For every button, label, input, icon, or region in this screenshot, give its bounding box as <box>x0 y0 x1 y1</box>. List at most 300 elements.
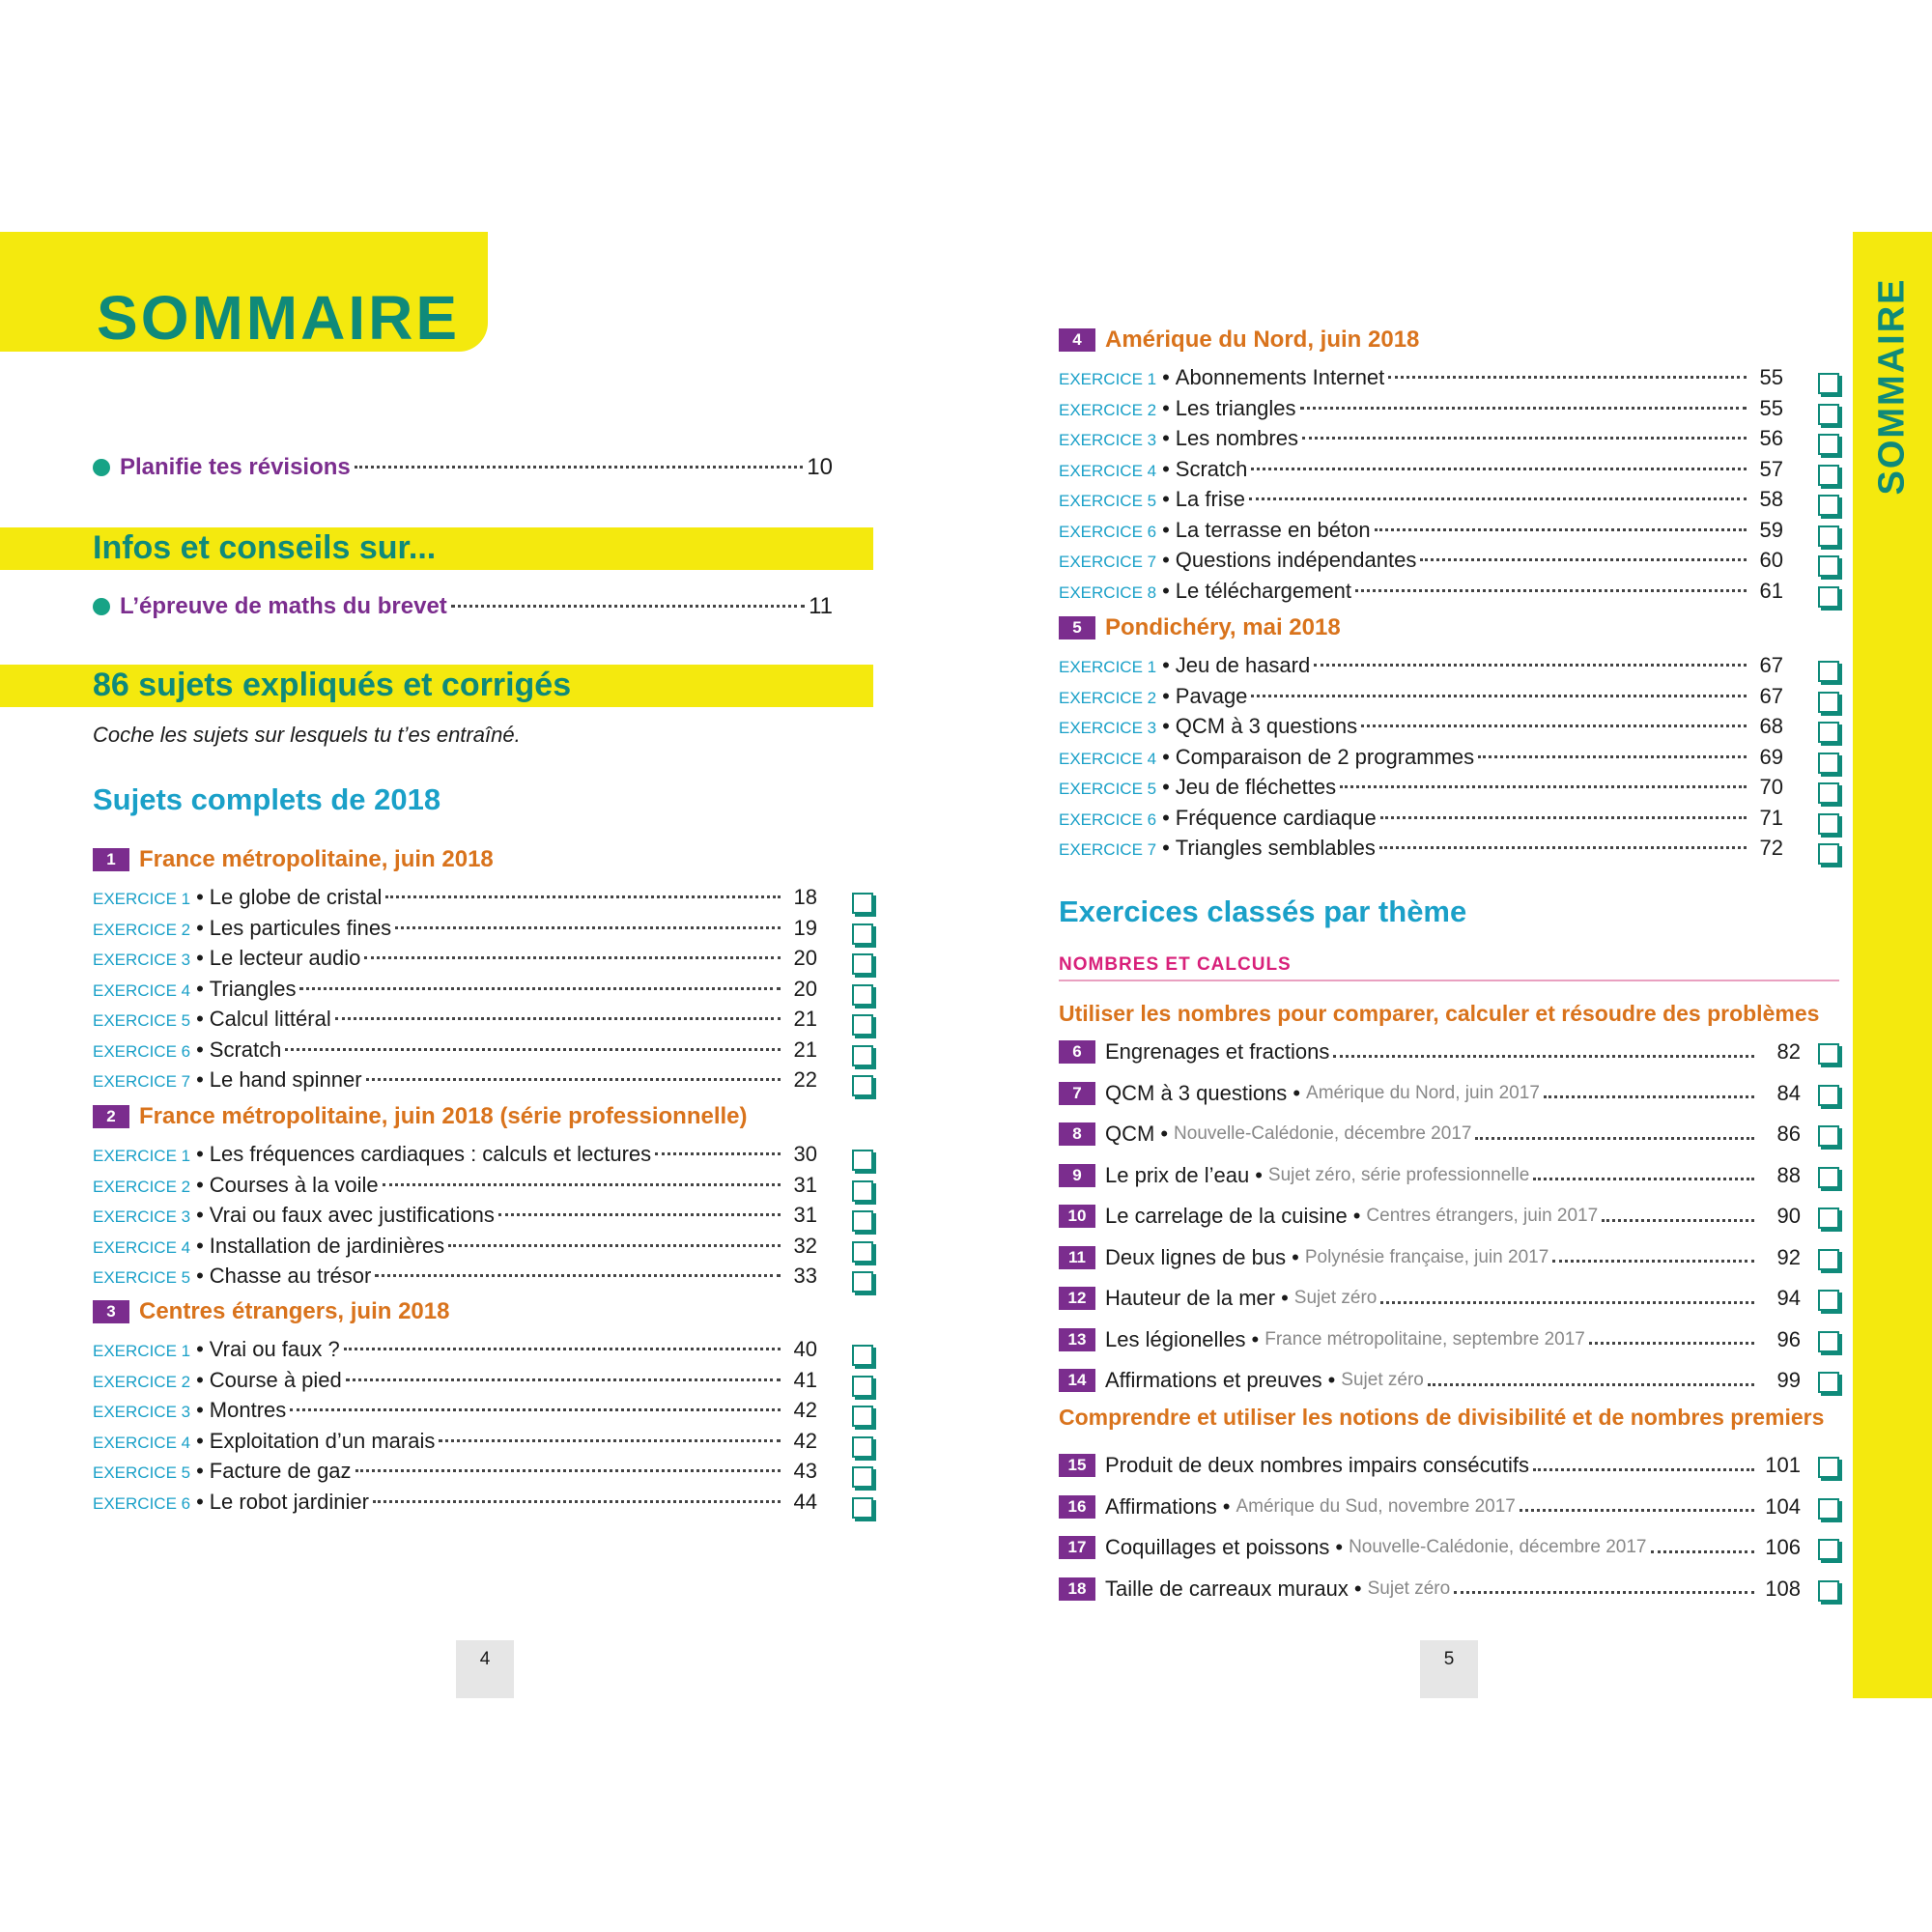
infos-title: Infos et conseils sur... <box>93 529 437 566</box>
bullet-separator: • <box>1335 1535 1344 1559</box>
sujets-title: 86 sujets expliqués et corrigés <box>93 667 572 703</box>
exercise-row[interactable] <box>93 1459 817 1489</box>
subsection-2: Comprendre et utiliser les notions de divisibilité et de nombres premiers <box>1059 1405 1825 1430</box>
exercise-page: 71 <box>1759 805 1783 830</box>
item-title: Le carrelage de la cuisine <box>1105 1204 1348 1228</box>
checkbox-icon[interactable] <box>852 1436 873 1458</box>
group-title: Pondichéry, mai 2018 <box>1105 614 1341 640</box>
bullet-separator: • <box>1162 517 1170 542</box>
exercise-row[interactable] <box>93 1007 817 1037</box>
bullet-separator: • <box>196 1037 204 1062</box>
exercise-page: 42 <box>793 1428 817 1453</box>
side-tab-label-wrap <box>1853 232 1932 522</box>
bullet-icon <box>93 598 110 615</box>
exercise-page: 41 <box>793 1367 817 1392</box>
item-number-badge: 18 <box>1059 1577 1095 1601</box>
item-page: 84 <box>1776 1080 1801 1105</box>
item-source: Sujet zéro <box>1367 1577 1451 1599</box>
bullet-separator: • <box>196 1367 204 1392</box>
dot-leader <box>299 987 781 990</box>
exercise-row[interactable] <box>93 1490 817 1520</box>
item-source: Polynésie française, juin 2017 <box>1304 1246 1549 1267</box>
group-heading <box>93 1298 449 1325</box>
checkbox-icon[interactable] <box>852 1345 873 1366</box>
checkbox-icon[interactable] <box>1818 1290 1839 1311</box>
exercise-row[interactable] <box>1059 745 1783 775</box>
bullet-icon <box>93 459 110 476</box>
dot-leader <box>448 1244 781 1247</box>
exercise-row[interactable] <box>93 1037 817 1067</box>
theme-row[interactable] <box>1059 1325 1801 1354</box>
bullet-separator: • <box>1162 395 1170 420</box>
item-page: 82 <box>1776 1039 1801 1064</box>
group-title: France métropolitaine, juin 2018 (série professionnelle) <box>139 1103 748 1129</box>
dot-leader <box>375 1274 781 1277</box>
item-page: 108 <box>1765 1576 1801 1601</box>
exercise-row[interactable] <box>1059 684 1783 714</box>
checkbox-icon[interactable] <box>852 984 873 1006</box>
exercise-row[interactable] <box>1059 457 1783 487</box>
checkbox-icon[interactable] <box>1818 1580 1839 1602</box>
bullet-separator: • <box>196 915 204 940</box>
bullet-separator: • <box>1162 365 1170 389</box>
exercise-row[interactable] <box>93 1429 817 1459</box>
bullet-separator: • <box>196 1428 204 1453</box>
dot-leader <box>335 1017 781 1020</box>
checkbox-icon[interactable] <box>1818 1208 1839 1229</box>
dot-leader <box>1380 816 1747 819</box>
item-number-badge: 13 <box>1059 1328 1095 1351</box>
item-source: France métropolitaine, septembre 2017 <box>1264 1328 1585 1350</box>
planifie-entry[interactable] <box>93 454 833 481</box>
dot-leader <box>1454 1591 1754 1594</box>
dot-leader <box>383 1183 781 1186</box>
exercise-code: EXERCICE 6 <box>93 1493 191 1513</box>
exercise-code: EXERCICE 8 <box>1059 582 1157 602</box>
exercise-page: 20 <box>793 946 817 970</box>
group-heading <box>1059 614 1341 641</box>
exercise-row[interactable] <box>1059 518 1783 548</box>
exercise-row[interactable] <box>93 885 817 915</box>
bullet-separator: • <box>1251 1326 1260 1351</box>
exercise-title: QCM à 3 questions <box>1175 714 1358 738</box>
exercise-title: Le lecteur audio <box>209 946 361 970</box>
exercise-title: Pavage <box>1175 683 1248 708</box>
group-heading <box>93 1103 748 1130</box>
bullet-separator: • <box>196 1233 204 1258</box>
dot-leader <box>1251 695 1747 697</box>
item-page: 94 <box>1776 1286 1801 1310</box>
bullet-separator: • <box>196 1264 204 1288</box>
checkbox-icon[interactable] <box>852 1271 873 1293</box>
bullet-separator: • <box>1162 653 1170 677</box>
checkbox-icon[interactable] <box>1818 495 1839 516</box>
item-title: Engrenages et fractions <box>1105 1039 1330 1064</box>
exercise-title: Exploitation d’un marais <box>209 1428 436 1453</box>
exercise-title: Les fréquences cardiaques : calculs et lectures <box>209 1142 652 1166</box>
side-tab-label: SOMMAIRE <box>1871 277 1913 496</box>
exercise-title: Le hand spinner <box>209 1067 362 1092</box>
checkbox-icon[interactable] <box>852 1406 873 1427</box>
bullet-separator: • <box>1162 836 1170 860</box>
checkbox-icon[interactable] <box>1818 373 1839 394</box>
item-page: 101 <box>1765 1453 1801 1477</box>
checkbox-icon[interactable] <box>852 1045 873 1066</box>
exercise-row[interactable] <box>93 1203 817 1233</box>
exercise-row[interactable] <box>93 1337 817 1367</box>
item-page: 104 <box>1765 1493 1801 1519</box>
checkbox-icon[interactable] <box>852 1075 873 1096</box>
dot-leader <box>451 605 805 608</box>
bullet-separator: • <box>1162 775 1170 799</box>
bullet-separator: • <box>1162 426 1170 450</box>
exercise-page: 30 <box>793 1142 817 1166</box>
checkbox-icon[interactable] <box>1818 1372 1839 1393</box>
bullet-separator: • <box>1162 548 1170 572</box>
checkbox-icon[interactable] <box>1818 526 1839 547</box>
dot-leader <box>1302 437 1747 440</box>
bullet-separator: • <box>196 1398 204 1422</box>
dot-leader <box>655 1152 781 1155</box>
exercise-title: Calcul littéral <box>209 1007 331 1031</box>
bullet-separator: • <box>1162 456 1170 481</box>
theme-row[interactable] <box>1059 1120 1801 1149</box>
checkbox-icon[interactable] <box>1818 1043 1839 1065</box>
exercise-title: Montres <box>209 1398 287 1422</box>
checkbox-icon[interactable] <box>1818 1539 1839 1560</box>
checkbox-icon[interactable] <box>1818 753 1839 774</box>
page-title: SOMMAIRE <box>97 283 460 353</box>
exercise-page: 20 <box>793 976 817 1001</box>
exercise-page: 69 <box>1759 744 1783 769</box>
category-rule <box>1059 980 1839 981</box>
checkbox-icon[interactable] <box>1818 1331 1839 1352</box>
item-number-badge: 6 <box>1059 1040 1095 1064</box>
dot-leader <box>1361 724 1747 727</box>
theme-row[interactable] <box>1059 1492 1801 1521</box>
item-source: Amérique du Sud, novembre 2017 <box>1236 1495 1516 1517</box>
dot-leader <box>1388 376 1747 379</box>
dot-leader <box>1375 528 1747 531</box>
exercise-row[interactable] <box>93 1173 817 1203</box>
exercise-title: Les nombres <box>1175 426 1298 450</box>
theme-row[interactable] <box>1059 1366 1801 1395</box>
group-number-badge: 3 <box>93 1300 129 1323</box>
checkbox-icon[interactable] <box>852 893 873 914</box>
item-source: Centres étrangers, juin 2017 <box>1366 1206 1599 1226</box>
item-title: Deux lignes de bus <box>1105 1244 1287 1269</box>
exercise-page: 56 <box>1759 426 1783 450</box>
dot-leader <box>1249 497 1747 500</box>
exercise-title: Triangles <box>209 976 297 1001</box>
exercise-code: EXERCICE 7 <box>93 1072 191 1091</box>
sujets-subtitle: Coche les sujets sur lesquels tu t’es entraîné. <box>93 723 521 747</box>
exercise-row[interactable] <box>93 977 817 1007</box>
exercise-code: EXERCICE 1 <box>93 1342 191 1360</box>
bullet-separator: • <box>1162 714 1170 738</box>
exercise-row[interactable] <box>1059 426 1783 456</box>
exercise-row[interactable] <box>1059 836 1783 866</box>
item-title: Les légionelles <box>1105 1326 1246 1351</box>
item-number-badge: 14 <box>1059 1369 1095 1392</box>
checkbox-icon[interactable] <box>1818 555 1839 577</box>
checkbox-icon[interactable] <box>1818 1249 1839 1270</box>
checkbox-icon[interactable] <box>1818 1167 1839 1188</box>
exercise-row[interactable] <box>1059 548 1783 578</box>
exercise-row[interactable] <box>1059 714 1783 744</box>
checkbox-icon[interactable] <box>1818 434 1839 455</box>
exercise-page: 68 <box>1759 714 1783 738</box>
exercise-row[interactable] <box>93 1067 817 1097</box>
exercise-title: Abonnements Internet <box>1175 365 1385 389</box>
checkbox-icon[interactable] <box>852 1150 873 1171</box>
exercise-page: 21 <box>793 1007 817 1031</box>
checkbox-icon[interactable] <box>1818 404 1839 425</box>
exercise-title: Scratch <box>209 1037 282 1062</box>
planifie-label: Planifie tes révisions <box>120 454 351 480</box>
checkbox-icon[interactable] <box>1818 813 1839 835</box>
group-number-badge: 1 <box>93 848 129 871</box>
exercise-code: EXERCICE 4 <box>1059 461 1157 480</box>
theme-row[interactable] <box>1059 1243 1801 1272</box>
dot-leader <box>439 1439 781 1442</box>
checkbox-icon[interactable] <box>1818 1125 1839 1147</box>
exercise-code: EXERCICE 5 <box>1059 492 1157 510</box>
item-page: 86 <box>1776 1122 1801 1146</box>
sujets-complets-title: Sujets complets de 2018 <box>93 782 441 816</box>
item-page: 92 <box>1776 1244 1801 1269</box>
checkbox-icon[interactable] <box>1818 1498 1839 1520</box>
dot-leader <box>290 1408 781 1411</box>
bullet-separator: • <box>196 946 204 970</box>
epreuve-label: L’épreuve de maths du brevet <box>120 593 447 619</box>
item-number-badge: 10 <box>1059 1205 1095 1228</box>
bullet-separator: • <box>1353 1576 1362 1601</box>
checkbox-icon[interactable] <box>1818 692 1839 713</box>
theme-row[interactable] <box>1059 1202 1801 1231</box>
exercise-code: EXERCICE 2 <box>1059 688 1157 707</box>
bullet-separator: • <box>196 885 204 909</box>
bullet-separator: • <box>1162 744 1170 769</box>
checkbox-icon[interactable] <box>852 1376 873 1397</box>
exercise-row[interactable] <box>1059 653 1783 683</box>
dot-leader <box>1602 1219 1754 1222</box>
dot-leader <box>1340 785 1747 788</box>
checkbox-icon[interactable] <box>852 923 873 945</box>
subsection-1: Utiliser les nombres pour comparer, calculer et résoudre des problèmes <box>1059 1001 1820 1026</box>
group-number-badge: 5 <box>1059 616 1095 639</box>
exercise-row[interactable] <box>1059 579 1783 609</box>
checkbox-icon[interactable] <box>1818 586 1839 608</box>
epreuve-entry[interactable] <box>93 593 833 620</box>
exercise-page: 55 <box>1759 395 1783 420</box>
dot-leader <box>1478 755 1747 758</box>
exercise-row[interactable] <box>93 1142 817 1172</box>
item-source: Sujet zéro <box>1293 1288 1378 1308</box>
exercise-code: EXERCICE 6 <box>93 1041 191 1061</box>
exercise-title: Les particules fines <box>209 915 392 940</box>
exercise-page: 70 <box>1759 775 1783 799</box>
theme-row[interactable] <box>1059 1533 1801 1562</box>
exercise-page: 21 <box>793 1037 817 1062</box>
theme-row[interactable] <box>1059 1284 1801 1313</box>
item-page: 96 <box>1776 1326 1801 1351</box>
category-heading: NOMBRES ET CALCULS <box>1059 954 1292 975</box>
dot-leader <box>1533 1178 1754 1180</box>
exercise-row[interactable] <box>93 916 817 946</box>
checkbox-icon[interactable] <box>852 1014 873 1036</box>
checkbox-icon[interactable] <box>1818 843 1839 865</box>
planifie-page: 10 <box>807 454 833 480</box>
item-number-badge: 7 <box>1059 1082 1095 1105</box>
bullet-separator: • <box>196 1489 204 1514</box>
exercise-code: EXERCICE 5 <box>93 1268 191 1287</box>
item-title: Hauteur de la mer <box>1105 1286 1276 1310</box>
checkbox-icon[interactable] <box>1818 1457 1839 1478</box>
checkbox-icon[interactable] <box>852 1180 873 1202</box>
exercise-title: Triangles semblables <box>1175 836 1376 860</box>
exercise-code: EXERCICE 3 <box>1059 431 1157 449</box>
exercise-code: EXERCICE 3 <box>93 951 191 969</box>
dot-leader <box>344 1348 781 1350</box>
exercise-page: 31 <box>793 1203 817 1227</box>
bullet-separator: • <box>196 1459 204 1483</box>
theme-row[interactable] <box>1059 1161 1801 1190</box>
item-number-badge: 16 <box>1059 1495 1095 1519</box>
exercise-row[interactable] <box>93 946 817 976</box>
exercise-code: EXERCICE 4 <box>93 1433 191 1452</box>
exercise-row[interactable] <box>93 1398 817 1428</box>
item-source: Sujet zéro, série professionnelle <box>1267 1164 1530 1185</box>
dot-leader <box>355 1469 781 1472</box>
item-title: Affirmations <box>1105 1493 1217 1519</box>
exercise-code: EXERCICE 3 <box>1059 719 1157 737</box>
bullet-separator: • <box>1162 487 1170 511</box>
exercise-row[interactable] <box>93 1234 817 1264</box>
item-title: QCM à 3 questions <box>1105 1080 1288 1105</box>
exercise-code: EXERCICE 1 <box>93 890 191 908</box>
theme-row[interactable] <box>1059 1037 1801 1066</box>
item-page: 99 <box>1776 1368 1801 1392</box>
checkbox-icon[interactable] <box>1818 661 1839 682</box>
dot-leader <box>366 1078 781 1081</box>
bullet-separator: • <box>196 1067 204 1092</box>
dot-leader <box>385 895 781 898</box>
exercise-row[interactable] <box>1059 365 1783 395</box>
checkbox-icon[interactable] <box>1818 722 1839 743</box>
exercise-page: 32 <box>793 1233 817 1258</box>
theme-row[interactable] <box>1059 1575 1801 1604</box>
exercise-title: Jeu de fléchettes <box>1175 775 1337 799</box>
item-title: Produit de deux nombres impairs consécutifs <box>1105 1453 1529 1477</box>
exercise-page: 57 <box>1759 456 1783 481</box>
checkbox-icon[interactable] <box>852 1497 873 1519</box>
exercise-code: EXERCICE 2 <box>93 1372 191 1391</box>
checkbox-icon[interactable] <box>1818 782 1839 804</box>
group-title: France métropolitaine, juin 2018 <box>139 846 494 872</box>
group-heading <box>93 846 494 873</box>
bullet-separator: • <box>1162 683 1170 708</box>
exercise-code: EXERCICE 2 <box>1059 400 1157 419</box>
exercise-title: La frise <box>1175 487 1245 511</box>
exercise-code: EXERCICE 6 <box>1059 522 1157 541</box>
group-number-badge: 4 <box>1059 328 1095 352</box>
bullet-separator: • <box>1327 1368 1336 1392</box>
exercise-row[interactable] <box>1059 775 1783 805</box>
exercise-title: Vrai ou faux avec justifications <box>209 1203 495 1227</box>
bullet-separator: • <box>1293 1080 1301 1105</box>
item-number-badge: 11 <box>1059 1246 1095 1269</box>
epreuve-page: 11 <box>809 593 833 619</box>
exercise-title: Scratch <box>1175 456 1248 481</box>
exercise-page: 59 <box>1759 517 1783 542</box>
exercise-row[interactable] <box>1059 806 1783 836</box>
item-source: Sujet zéro <box>1341 1370 1424 1390</box>
exercise-title: Installation de jardinières <box>209 1233 445 1258</box>
bullet-separator: • <box>196 1337 204 1361</box>
exercise-code: EXERCICE 3 <box>93 1403 191 1421</box>
page-number-right: 5 <box>1420 1640 1478 1698</box>
dot-leader <box>1333 1055 1754 1058</box>
checkbox-icon[interactable] <box>1818 1085 1839 1106</box>
dot-leader <box>1651 1550 1755 1553</box>
bullet-separator: • <box>1292 1244 1299 1269</box>
dot-leader <box>1475 1137 1754 1140</box>
exercise-row[interactable] <box>93 1368 817 1398</box>
item-number-badge: 17 <box>1059 1536 1095 1559</box>
checkbox-icon[interactable] <box>852 1241 873 1263</box>
exercise-title: La terrasse en béton <box>1175 517 1371 542</box>
exercise-page: 61 <box>1759 578 1783 603</box>
dot-leader <box>1251 468 1747 470</box>
dot-leader <box>355 466 804 469</box>
exercise-code: EXERCICE 4 <box>1059 749 1157 768</box>
theme-row[interactable] <box>1059 1451 1801 1480</box>
dot-leader <box>1300 407 1747 410</box>
exercise-page: 55 <box>1759 365 1783 389</box>
dot-leader <box>395 926 781 929</box>
bullet-separator: • <box>1162 578 1170 603</box>
item-source: Nouvelle-Calédonie, décembre 2017 <box>1349 1537 1647 1557</box>
exercise-page: 31 <box>793 1172 817 1197</box>
checkbox-icon[interactable] <box>852 1466 873 1488</box>
bullet-separator: • <box>1281 1286 1289 1310</box>
exercise-page: 33 <box>793 1264 817 1288</box>
exercise-title: Chasse au trésor <box>209 1264 372 1288</box>
item-title: Le prix de l’eau <box>1105 1162 1250 1187</box>
dot-leader <box>285 1048 781 1051</box>
bullet-separator: • <box>196 976 204 1001</box>
checkbox-icon[interactable] <box>852 953 873 975</box>
exercise-row[interactable] <box>93 1264 817 1293</box>
checkbox-icon[interactable] <box>852 1210 873 1232</box>
checkbox-icon[interactable] <box>1818 465 1839 486</box>
exercise-page: 44 <box>793 1489 817 1514</box>
item-page: 88 <box>1776 1162 1801 1187</box>
theme-row[interactable] <box>1059 1079 1801 1108</box>
exercise-row[interactable] <box>1059 396 1783 426</box>
dot-leader <box>1420 558 1747 561</box>
exercise-title: Le globe de cristal <box>209 885 383 909</box>
exercise-row[interactable] <box>1059 487 1783 517</box>
exercise-code: EXERCICE 6 <box>1059 810 1157 829</box>
exercise-title: Les triangles <box>1175 395 1296 420</box>
dot-leader <box>498 1213 781 1216</box>
dot-leader <box>1380 1301 1754 1304</box>
exercise-code: EXERCICE 7 <box>1059 840 1157 859</box>
exercise-code: EXERCICE 2 <box>93 1177 191 1196</box>
dot-leader <box>346 1378 781 1381</box>
